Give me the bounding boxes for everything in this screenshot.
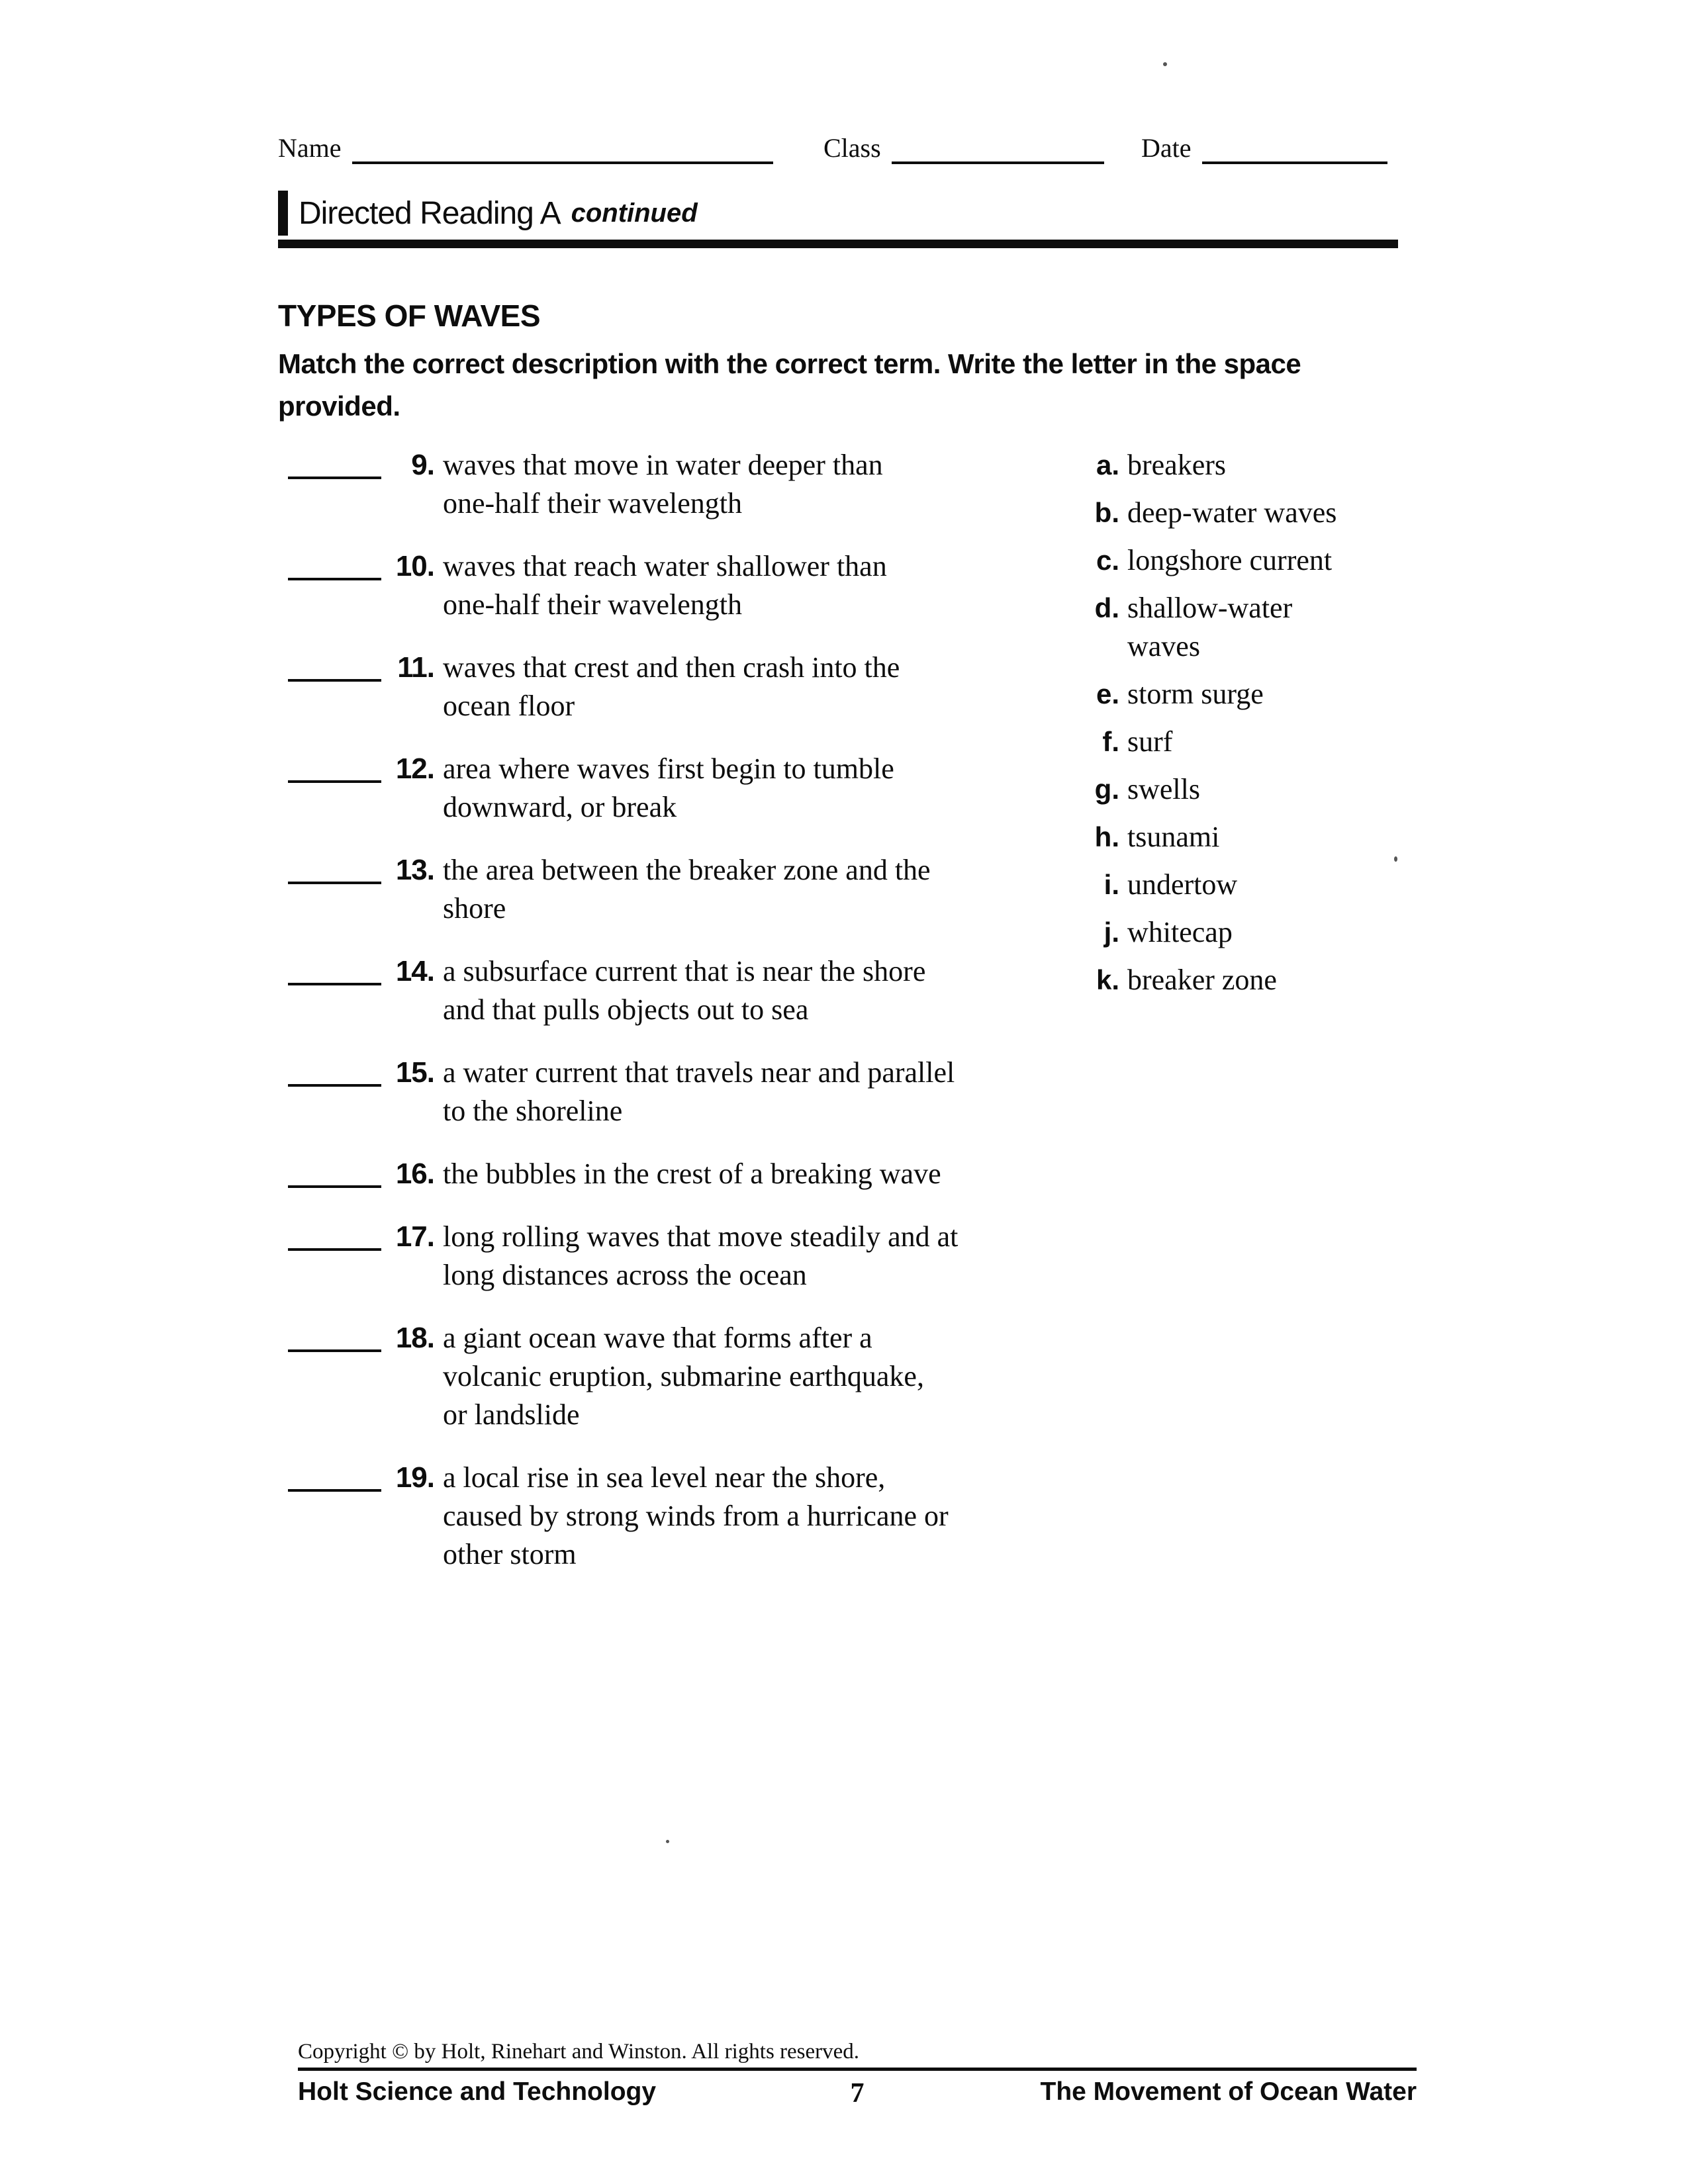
answer-blank-10[interactable] [288,547,381,580]
name-field [278,132,773,164]
worksheet-title: Directed Reading A [299,195,561,231]
section-heading: TYPES OF WAVES [278,298,540,333]
answer-blank-15[interactable] [288,1054,381,1087]
term-item-i [1090,866,1427,904]
date-label: Date [1141,133,1192,163]
name-class-date-row [278,132,1387,164]
worksheet-title-continued: continued [571,198,698,228]
term-item-e [1090,675,1427,713]
class-input-line[interactable] [892,138,1104,164]
term-item-a [1090,446,1427,484]
term-item-h [1090,818,1427,856]
page-footer [298,2038,1417,2107]
question-text: long rolling waves that move steadily and at long distances across the ocean [443,1220,959,1291]
scan-speck [1163,62,1167,66]
term-letter: j. [1103,917,1119,948]
question-item-12 [288,750,1090,827]
question-text: waves that move in water deeper than one-half their wavelength [443,449,883,520]
chapter-title: The Movement of Ocean Water [1040,2077,1417,2106]
term-letter: h. [1094,821,1119,852]
question-item-10 [288,547,1090,624]
footer-row [298,2077,1417,2107]
question-text: a local rise in sea level near the shore, caused by strong winds from a hurricane or other storm [443,1461,949,1570]
question-text: the area between the breaker zone and the shore [443,854,931,925]
question-text: area where waves first begin to tumble downward, or break [443,752,894,823]
questions-column [288,446,1090,1598]
term-letter: e. [1096,678,1119,709]
term-item-d [1090,589,1427,666]
term-text: undertow [1127,868,1238,901]
instructions [278,343,1456,428]
instructions-line: Match the correct description with the correct term. Write the letter in the space [278,348,1301,379]
question-text: a subsurface current that is near the shore and that pulls objects out to sea [443,955,926,1026]
term-item-c [1090,541,1427,580]
name-input-line[interactable] [352,138,773,164]
name-label: Name [278,133,342,163]
title-bar-mark [278,191,288,236]
question-text: a giant ocean wave that forms after a volcanic eruption, submarine earthquake, or landslide [443,1322,924,1431]
term-letter: k. [1096,964,1119,995]
term-item-g [1090,770,1427,809]
matching-exercise [288,446,1427,1598]
answer-blank-18[interactable] [288,1319,381,1352]
question-item-16 [288,1155,1090,1193]
question-number: 16. [395,1158,434,1190]
question-item-13 [288,851,1090,928]
question-number: 19. [395,1461,434,1494]
term-text: breakers [1127,449,1227,481]
page-number: 7 [850,2078,865,2109]
question-number: 18. [395,1322,434,1354]
question-number: 11. [397,651,434,684]
question-number: 12. [395,752,434,785]
term-text: storm surge [1127,678,1264,710]
question-item-18 [288,1319,1090,1434]
question-item-17 [288,1218,1090,1295]
answer-blank-14[interactable] [288,952,381,985]
terms-column [1090,446,1427,1009]
footer-rule [298,2068,1417,2071]
question-number: 10. [395,550,434,582]
date-field [1141,132,1387,164]
question-item-11 [288,649,1090,725]
term-letter: f. [1102,726,1119,757]
question-text: a water current that travels near and parallel to the shoreline [443,1056,955,1127]
term-letter: a. [1096,449,1119,480]
answer-blank-16[interactable] [288,1155,381,1188]
class-label: Class [823,133,881,163]
question-text: waves that crest and then crash into the ocean floor [443,651,900,722]
question-item-14 [288,952,1090,1029]
term-letter: b. [1094,497,1119,528]
question-number: 17. [395,1220,434,1253]
term-text: surf [1127,725,1173,758]
copyright-notice: Copyright © by Holt, Rinehart and Winston. All rights reserved. [298,2040,860,2064]
question-number: 13. [395,854,434,886]
scan-speck [1394,856,1397,862]
question-item-15 [288,1054,1090,1130]
question-number: 9. [411,449,434,481]
question-item-19 [288,1459,1090,1574]
question-number: 15. [395,1056,434,1089]
term-letter: i. [1103,869,1119,900]
title-rule [278,240,1398,248]
class-field [823,132,1104,164]
term-letter: d. [1094,592,1119,623]
term-text: longshore current [1127,544,1333,576]
question-text: the bubbles in the crest of a breaking wave [443,1158,941,1190]
question-number: 14. [395,955,434,987]
book-title: Holt Science and Technology [298,2077,657,2106]
answer-blank-17[interactable] [288,1218,381,1251]
instructions-line: provided. [278,390,400,422]
term-text: whitecap [1127,916,1233,948]
term-text: deep-water waves [1127,496,1337,529]
worksheet-title-block [278,191,698,236]
answer-blank-13[interactable] [288,851,381,884]
date-input-line[interactable] [1202,138,1387,164]
question-item-9 [288,446,1090,523]
answer-blank-12[interactable] [288,750,381,783]
answer-blank-19[interactable] [288,1459,381,1492]
scan-speck [666,1840,669,1843]
question-text: waves that reach water shallower than one-half their wavelength [443,550,887,621]
term-item-k [1090,961,1427,999]
term-text: tsunami [1127,821,1220,853]
answer-blank-9[interactable] [288,446,381,479]
term-item-f [1090,723,1427,761]
term-item-b [1090,494,1427,532]
term-text: breaker zone [1127,964,1277,996]
term-letter: c. [1096,545,1119,576]
term-item-j [1090,913,1427,952]
term-text: shallow-water waves [1127,592,1293,662]
term-letter: g. [1094,774,1119,805]
answer-blank-11[interactable] [288,649,381,682]
term-text: swells [1127,773,1200,805]
